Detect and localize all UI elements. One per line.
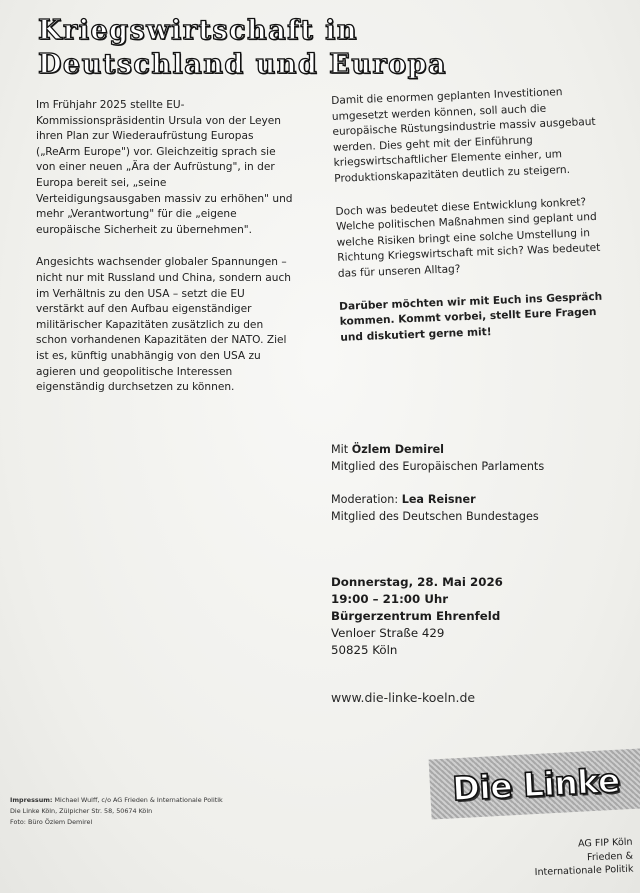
ag-credit <box>496 836 633 881</box>
event-street: Venloer Straße 429 <box>331 626 445 640</box>
moderation-role: Mitglied des Deutschen Bundestages <box>331 509 539 523</box>
ag-line-3: Internationale Politik <box>534 863 634 879</box>
imprint-line-2: Die Linke Köln, Zülpicher Str. 58, 50674 Köln <box>10 807 153 815</box>
logo-text: Die Linke <box>451 760 621 808</box>
right-paragraph-2: Doch was bedeutet diese Entwicklung konkret? Welche politischen Maßnahmen sind geplant und welche Risiken bringt eine solche Umstellung in Richtung Kriegswirtschaft mit sich? Was bedeutet das für unseren Alltag? <box>335 195 601 280</box>
moderation-block <box>331 492 621 525</box>
title-line-2: Deutschland und Europa <box>38 49 447 80</box>
event-city: 50825 Köln <box>331 643 398 657</box>
call-to-action: Darüber möchten wir mit Euch ins Gespräch kommen. Kommt vorbei, stellt Eure Fragen und diskutiert gerne mit! <box>338 290 603 344</box>
right-column <box>331 83 623 363</box>
guest-block <box>331 442 621 475</box>
moderation-prefix: Moderation: <box>331 493 399 506</box>
guest-name: Özlem Demirel <box>351 443 445 456</box>
right-paragraph-1: Damit die enormen geplanten Investitionen umgesetzt werden können, soll auch die europäische Rüstungsindustrie massiv ausgebaut werden. Dies geht mit der Einführung kriegswirtschaftlicher Elemente einher, um Produktionskapazitäten deutlich zu steigern. <box>331 86 596 185</box>
imprint <box>10 795 330 828</box>
left-paragraph-2: Angesichts wachsender globaler Spannungen – nicht nur mit Russland und China, sondern auch im Verhältnis zu den USA – setzt die EU verstärkt auf den Aufbau eigenständiger militärischer Kapazitäten zusätzlich zu den schon vorhandenen Kapazitäten der NATO. Ziel ist es, künftig unabhängig von den USA zu agieren und geopolitische Interessen eigenständig durchsetzen zu können. <box>36 256 291 394</box>
left-column <box>36 98 294 413</box>
imprint-line-3: Foto: Büro Özlem Demirel <box>10 818 93 826</box>
ag-line-1: AG FIP Köln <box>577 836 633 850</box>
guest-prefix: Mit <box>331 443 349 456</box>
speakers-section <box>331 442 621 542</box>
event-date: Donnerstag, 28. Mai 2026 <box>331 575 503 589</box>
imprint-label: Impressum: <box>10 796 53 804</box>
website-link[interactable]: www.die-linke-koeln.de <box>331 690 476 705</box>
imprint-line-1: Michael Wulff, c/o AG Frieden & Internationale Politik <box>54 796 223 804</box>
guest-role: Mitglied des Europäischen Parlaments <box>331 459 545 473</box>
event-time: 19:00 – 21:00 Uhr <box>331 592 449 606</box>
ag-line-2: Frieden & <box>586 850 634 863</box>
event-details <box>331 574 503 659</box>
moderation-name: Lea Reisner <box>401 493 476 506</box>
left-paragraph-1: Im Frühjahr 2025 stellte EU-Kommissionspräsidentin Ursula von der Leyen ihren Plan zur Wiederaufrüstung Europas („ReArm Europe") vor. Gleichzeitig sprach sie von einer neuen „Ära der Aufrüstung", in der Europa bereit sei, „seine Verteidigungsausgaben massiv zu erhöhen" und mehr „Verantwortung" für die „eigene europäische Sicherheit zu übernehmen". <box>36 99 293 236</box>
title-line-1: Kriegswirtschaft in <box>38 15 359 46</box>
event-venue: Bürgerzentrum Ehrenfeld <box>331 609 501 623</box>
flyer-title <box>38 14 458 82</box>
die-linke-logo <box>429 748 640 819</box>
